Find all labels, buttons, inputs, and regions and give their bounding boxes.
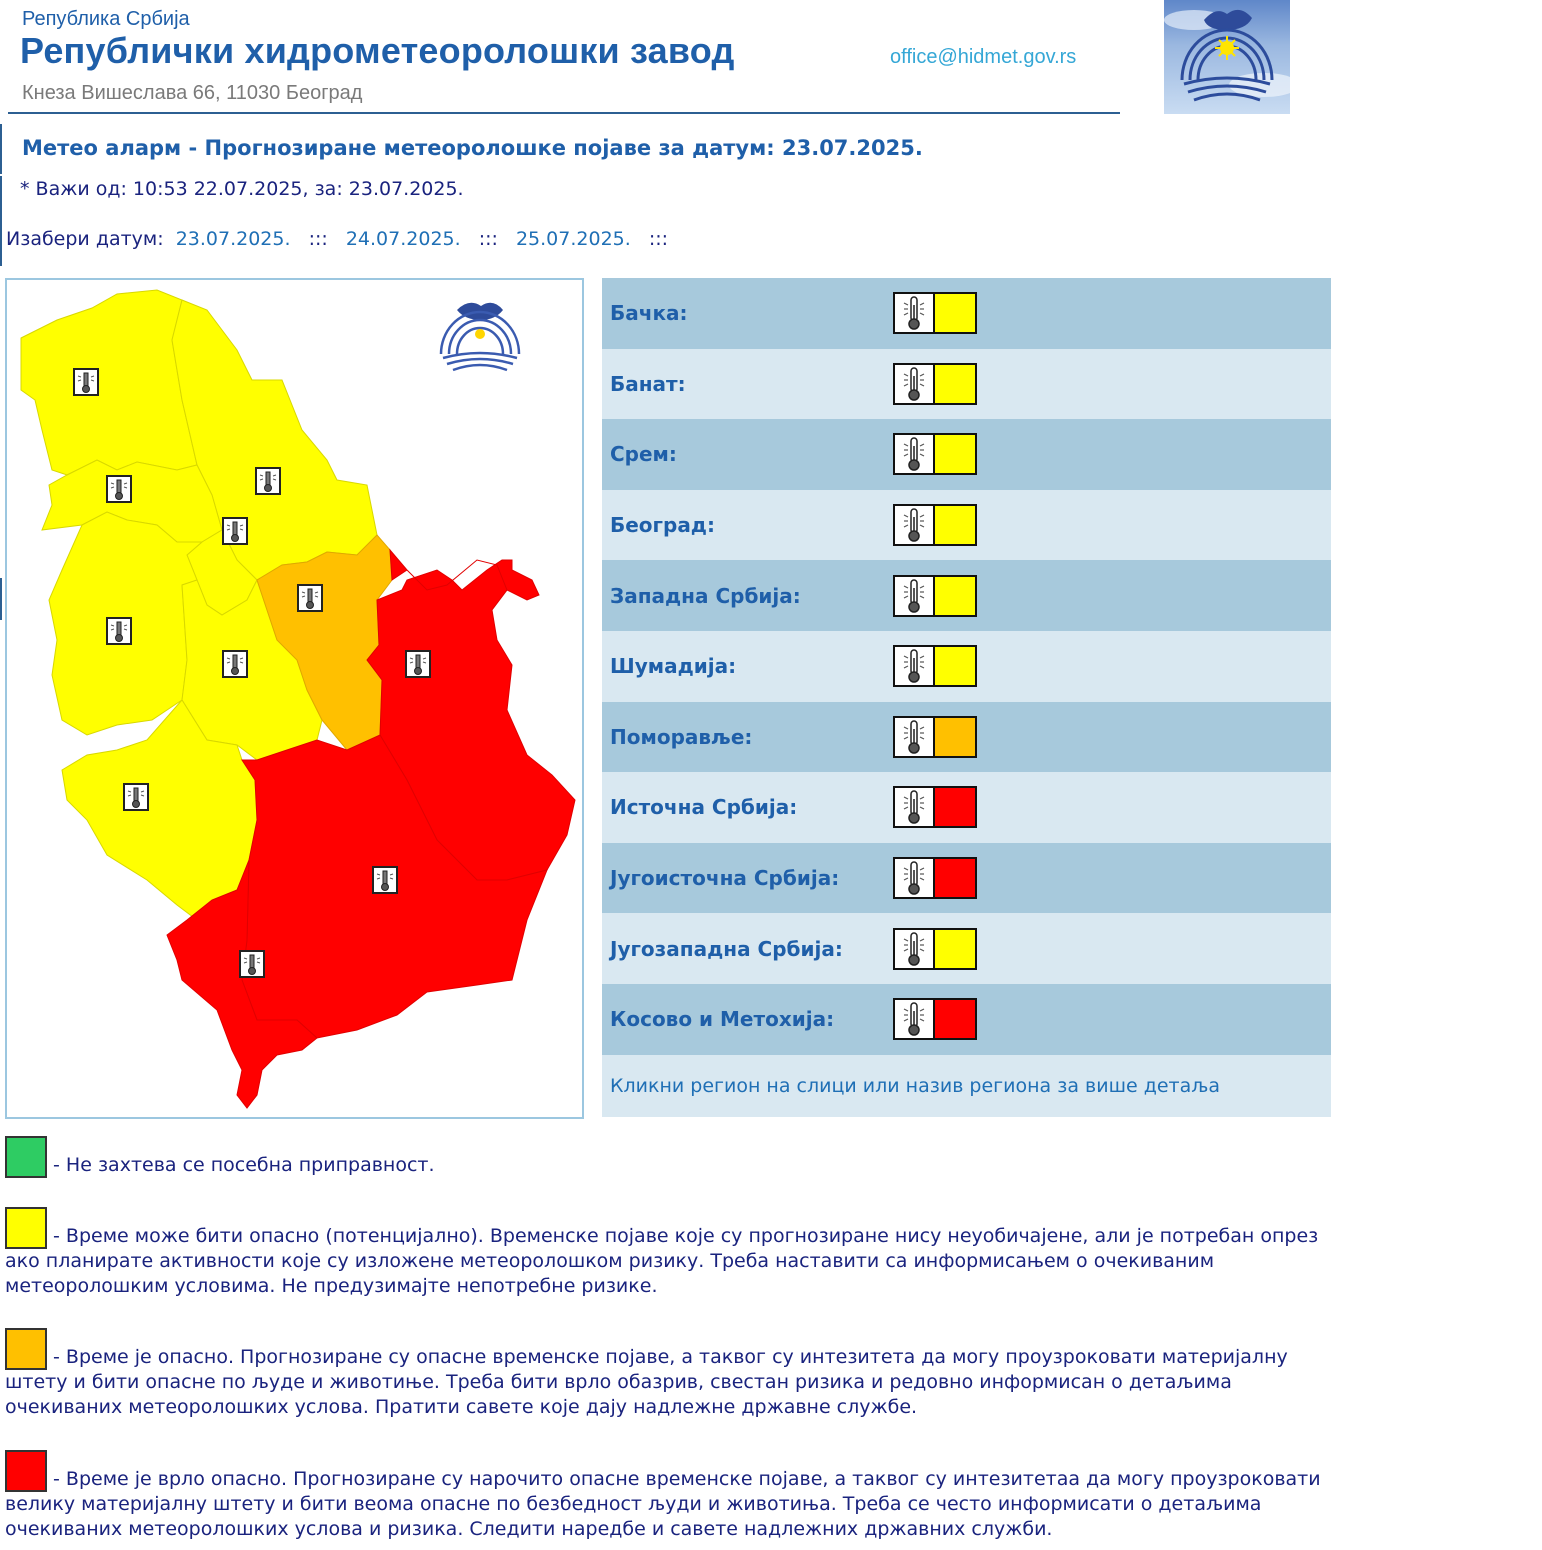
institution-address: Кнеза Вишеслава 66, 11030 Београд	[22, 82, 363, 104]
warning-badge[interactable]	[893, 857, 977, 899]
region-name-link[interactable]: Западна Србија:	[610, 583, 801, 608]
thermometer-icon[interactable]	[406, 651, 430, 677]
region-row[interactable]	[602, 843, 1331, 914]
warning-badge[interactable]	[893, 504, 977, 546]
header-divider	[8, 112, 1120, 114]
thermometer-icon	[895, 506, 935, 544]
region-row[interactable]	[602, 913, 1331, 984]
thermometer-icon	[895, 647, 935, 685]
legend-text: - Не захтева се посебна приправност.	[47, 1154, 435, 1176]
warning-level-swatch	[935, 718, 975, 756]
warning-badge[interactable]	[893, 363, 977, 405]
legend-swatch	[5, 1328, 47, 1370]
warning-badge[interactable]	[893, 786, 977, 828]
region-row[interactable]	[602, 278, 1331, 349]
region-name-link[interactable]: Југозападна Србија:	[610, 936, 843, 961]
legend-swatch	[5, 1450, 47, 1492]
legend-item-red	[5, 1450, 1345, 1542]
warning-badge[interactable]	[893, 292, 977, 334]
date-separator: :::	[308, 228, 328, 250]
date-link-1[interactable]: 23.07.2025.	[175, 228, 291, 250]
warning-badge[interactable]	[893, 433, 977, 475]
thermometer-icon	[895, 1000, 935, 1038]
region-name-link[interactable]: Срем:	[610, 442, 677, 467]
thermometer-icon	[895, 365, 935, 403]
legend-text: - Време је опасно. Прогнозиране су опасне временске појаве, а таквог су интезитета да могу проузроковати материјалну штету и бити опасне по људе и животиње. Треба бити врло обазрив, свестан ризика и редовно информисан о детаљима очекиваних метеоролошких услова. Пратити савете које дају надлежне државне службе.	[5, 1346, 1288, 1418]
left-accent-rule	[0, 176, 2, 266]
legend-item-yellow	[5, 1207, 1345, 1299]
contact-email-link[interactable]: office@hidmet.gov.rs	[890, 46, 1077, 68]
warning-level-swatch	[935, 647, 975, 685]
thermometer-icon	[895, 859, 935, 897]
region-name-link[interactable]: Косово и Метохија:	[610, 1007, 835, 1032]
region-warning-table	[602, 278, 1331, 1117]
warning-level-swatch	[935, 577, 975, 615]
warning-badge[interactable]	[893, 575, 977, 617]
region-name-link[interactable]: Бачка:	[610, 301, 688, 326]
thermometer-icon	[895, 930, 935, 968]
validity-info: * Важи од: 10:53 22.07.2025, за: 23.07.2025.	[20, 178, 464, 200]
thermometer-icon	[895, 718, 935, 756]
thermometer-icon	[895, 294, 935, 332]
legend-item-orange	[5, 1328, 1345, 1420]
country-name: Република Србија	[22, 8, 190, 30]
date-separator: :::	[478, 228, 498, 250]
region-name-link[interactable]: Југоисточна Србија:	[610, 866, 840, 891]
thermometer-icon[interactable]	[223, 518, 247, 544]
legend-swatch	[5, 1207, 47, 1249]
warning-level-swatch	[935, 294, 975, 332]
region-name-link[interactable]: Београд:	[610, 513, 715, 538]
thermometer-icon[interactable]	[240, 951, 264, 977]
page-title: Метео аларм - Прогнозиране метеоролошке појаве за датум: 23.07.2025.	[22, 136, 923, 160]
region-name-link[interactable]: Поморавље:	[610, 724, 753, 749]
thermometer-icon[interactable]	[256, 468, 280, 494]
region-row[interactable]	[602, 631, 1331, 702]
warning-level-swatch	[935, 1000, 975, 1038]
region-row[interactable]	[602, 984, 1331, 1055]
legend-item-green	[5, 1136, 1345, 1178]
date-selector	[6, 228, 680, 250]
thermometer-icon[interactable]	[373, 867, 397, 893]
institution-title: Републички хидрометеоролошки завод	[20, 30, 735, 71]
region-row[interactable]	[602, 772, 1331, 843]
map-logo-icon	[441, 303, 519, 370]
region-hint-text: Кликни регион на слици или назив региона за више детаља	[602, 1055, 1331, 1117]
map-region-backa[interactable]	[21, 290, 197, 475]
thermometer-icon[interactable]	[223, 651, 247, 677]
warning-badge[interactable]	[893, 998, 977, 1040]
region-row[interactable]	[602, 702, 1331, 773]
region-name-link[interactable]: Банат:	[610, 371, 686, 396]
thermometer-icon[interactable]	[107, 476, 131, 502]
left-accent-rule	[0, 124, 2, 174]
thermometer-icon[interactable]	[74, 369, 98, 395]
left-accent-rule	[0, 578, 2, 620]
site-header	[0, 0, 1542, 120]
warning-level-swatch	[935, 506, 975, 544]
thermometer-icon	[895, 577, 935, 615]
region-name-link[interactable]: Источна Србија:	[610, 795, 798, 820]
warning-level-swatch	[935, 435, 975, 473]
legend-text: - Време може бити опасно (потенцијално). Временске појаве које су прогнозиране нису неуобичајене, али је потребан опрез ако планирате активности које су изложене метеоролошком ризику. Треба наставити са информисањем о очекиваним метеоролошким условима. Не предузимајте непотребне ризике.	[5, 1225, 1319, 1297]
region-name-link[interactable]: Шумадија:	[610, 654, 737, 679]
region-row[interactable]	[602, 490, 1331, 561]
rhmz-logo-icon	[1164, 0, 1290, 114]
warning-map[interactable]	[5, 278, 584, 1119]
thermometer-icon	[895, 435, 935, 473]
legend-text: - Време је врло опасно. Прогнозиране су нарочито опасне временске појаве, а таквог су интезитетаа да могу проузроковати велику материјалну штету и бити веома опасне по безбедност људи и животиња. Треба се често информисати о детаљима очекиваних метеоролошких услова и ризика. Следити наредбе и савете надлежних државних служби.	[5, 1468, 1321, 1540]
legend-swatch	[5, 1136, 47, 1178]
thermometer-icon[interactable]	[107, 618, 131, 644]
thermometer-icon[interactable]	[124, 784, 148, 810]
date-selector-label: Изабери датум:	[6, 228, 164, 250]
warning-level-swatch	[935, 859, 975, 897]
warning-level-swatch	[935, 365, 975, 403]
warning-level-swatch	[935, 788, 975, 826]
region-row[interactable]	[602, 560, 1331, 631]
thermometer-icon[interactable]	[298, 585, 322, 611]
date-link-3[interactable]: 25.07.2025.	[515, 228, 631, 250]
warning-badge[interactable]	[893, 645, 977, 687]
date-separator: :::	[648, 228, 669, 250]
region-row[interactable]	[602, 349, 1331, 420]
date-link-2[interactable]: 24.07.2025.	[345, 228, 461, 250]
warning-level-swatch	[935, 930, 975, 968]
thermometer-icon	[895, 788, 935, 826]
warning-badge[interactable]	[893, 716, 977, 758]
region-row[interactable]	[602, 419, 1331, 490]
warning-badge[interactable]	[893, 928, 977, 970]
